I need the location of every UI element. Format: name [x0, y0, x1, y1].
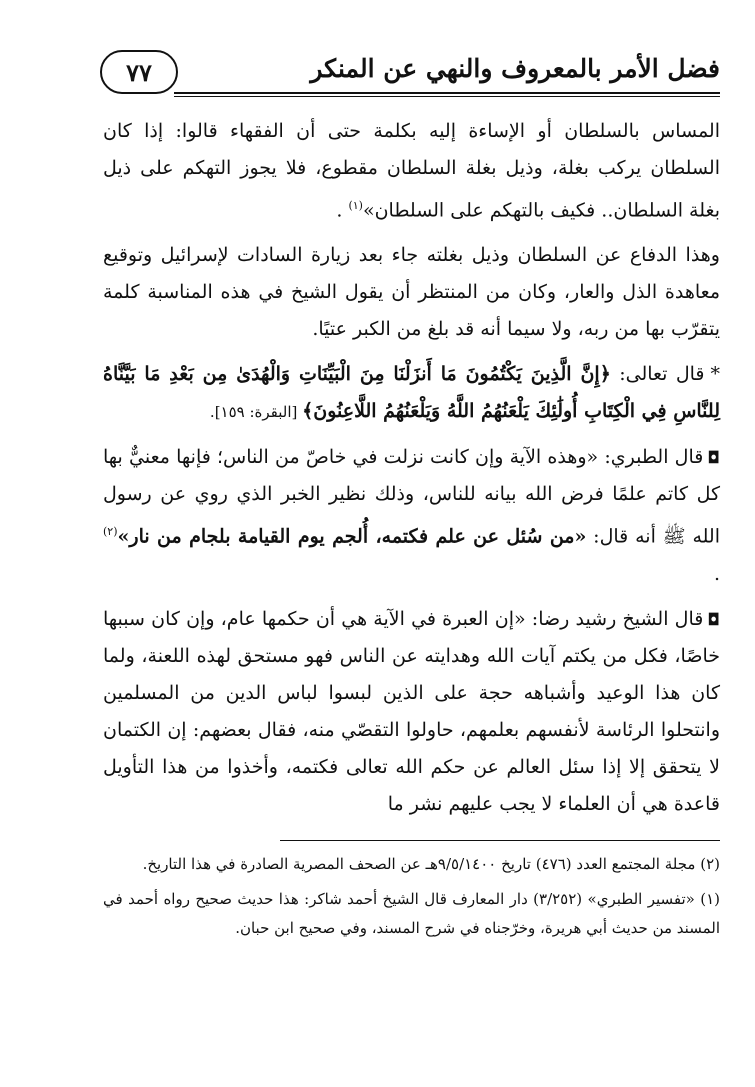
paragraph-3	[103, 356, 720, 431]
header-rule	[174, 92, 720, 94]
paragraph-1-text: المساس بالسلطان أو الإساءة إليه بكلمة حتى أن الفقهاء قالوا: إذا كان السلطان يركب بغلة، وذيل بغلة السلطان مقطوع، فلا يجوز التهكم على ذيل بغلة السلطان.. فكيف بالتهكم على السلطان»	[103, 120, 720, 222]
header-rule-thin	[174, 96, 720, 97]
page-header	[100, 48, 720, 96]
square-marker-icon: ◘	[707, 448, 720, 468]
square-marker-icon: ◘	[707, 609, 720, 629]
main-text	[103, 113, 720, 831]
running-title: فضل الأمر بالمعروف والنهي عن المنكر	[310, 54, 720, 83]
footnote-ref-2[interactable]: (٢)	[103, 525, 118, 539]
footnote-separator	[280, 840, 720, 841]
verse-reference: [البقرة: ١٥٩].	[209, 403, 303, 422]
paragraph-5-text: قال الشيخ رشيد رضا: «إن العبرة في الآية هي أن حكمها عام، وإن كان سببها خاصًا، فكل من يكتم آيات الله وهدايته عن الناس فهو مستحق لهذه اللعنة، ولما كان هذا الوعيد وأشباهه حجة على الذين لبسوا لباس الدين من المسلمين وانتحلوا الرئاسة لأنفسهم بعلمهم، حاولوا التقصّي منه، فقال بعضهم: إن الكتمان لا يتحقق إلا إذا سئل العالم عن حكم الله تعالى فكتمه، وأخذوا من هذا التأويل قاعدة هي أن العلماء لا يجب عليهم نشر ما	[103, 607, 720, 815]
paragraph-4-text: قال الطبري: «وهذه الآية وإن كانت نزلت في خاصّ من الناس؛ فإنها معنيٌّ بها كل كاتم علمًا فرض الله بيانه للناس، وذلك نظير الخبر الذي روي عن رسول الله ﷺ أنه قال:	[103, 446, 720, 548]
quran-intro: قال تعالى:	[610, 363, 705, 386]
paragraph-4	[103, 439, 720, 592]
footnotes	[103, 850, 720, 949]
paragraph-1	[103, 113, 720, 229]
asterisk-bullet: *	[710, 363, 720, 386]
footnote-2: (٢) مجلة المجتمع العدد (٤٧٦) تاريخ ٩/٥/١٤٠٠هـ عن الصحف المصرية الصادرة في هذا التاريخ.	[142, 855, 720, 873]
paragraph-2: وهذا الدفاع عن السلطان وذيل بغلته جاء بعد زيارة السادات لإسرائيل وتوقيع معاهدة الذل والعار، وكان من المنتظر أن يقول الشيخ في هذه المناسبة كلمة يتقرّب بها من ربه، ولا سيما أنه قد بلغ من الكبر عتيًا.	[103, 244, 720, 341]
quran-verse: ﴿إِنَّ الَّذِينَ يَكْتُمُونَ مَا أَنزَلْنَا مِنَ الْبَيِّنَاتِ وَالْهُدَىٰ مِن بَعْدِ مَا بَيَّنَّاهُ لِلنَّاسِ فِي الْكِتَابِ أُولَٰئِكَ يَلْعَنُهُمُ اللَّهُ وَيَلْعَنُهُمُ اللَّاعِنُونَ﴾	[103, 363, 720, 423]
footnote-ref-1[interactable]: (١)	[348, 199, 363, 212]
footnote-1: (١) «تفسير الطبري» (٣/٢٥٢) دار المعارف قال الشيخ أحمد شاكر: هذا حديث صحيح رواه أحمد في المسند من حديث أبي هريرة، وخرّجناه في شرح المسند، وفي صحيح ابن حبان.	[103, 890, 720, 937]
paragraph-4-end: .	[713, 562, 720, 585]
paragraph-5	[103, 601, 720, 823]
page-number: ٧٧	[100, 50, 178, 94]
paragraph-1-end: .	[336, 199, 349, 222]
hadith-quote: «من سُئل عن علم فكتمه، أُلجم يوم القيامة بلجام من نار»	[117, 525, 587, 548]
